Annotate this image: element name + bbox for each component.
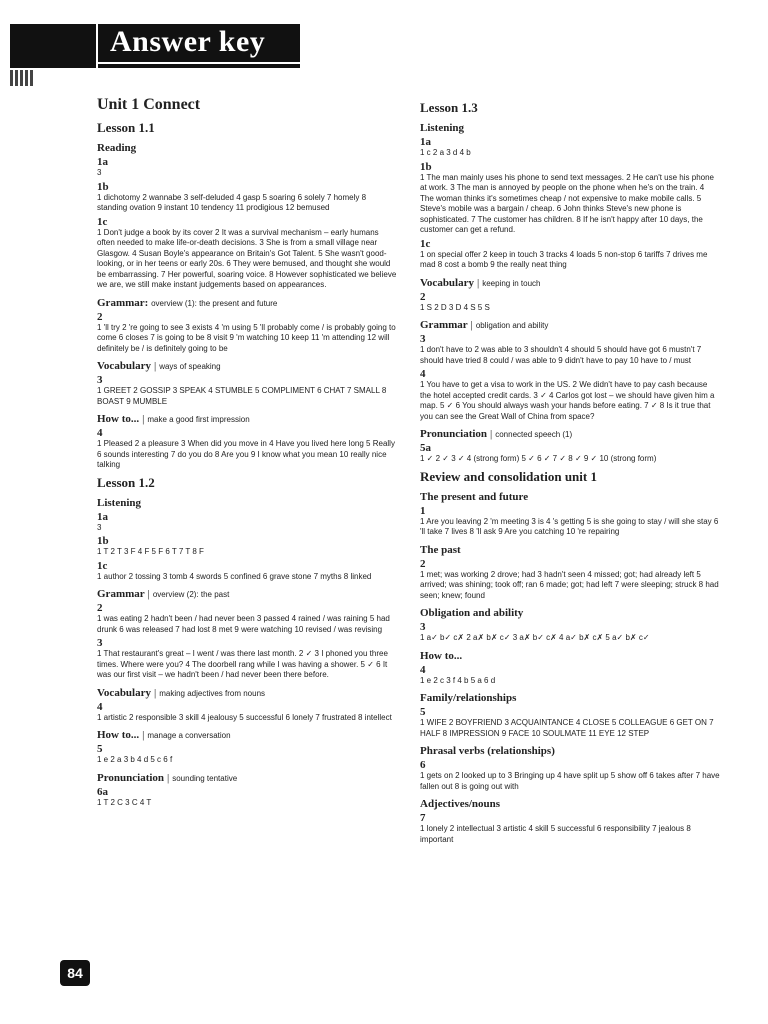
exercise-answers: 1 Don't judge a book by its cover 2 It was a survival mechanism – early humans often needed to make life-or-death decisions. 3 She is from a small village near Glasgow. 4 Susan Boyle's appearance on Britain's Got Talent. 5 She wasn't good-looking, or in her teens or early 20s. 6 They were bemused, and thought she would be embarrassing. 7 Her powerful, soaring voice. 8 However sophisticated we believe we are, we still make instant judgements based on appearances. — [97, 227, 397, 289]
section-heading: Pronunciation | connected speech (1) — [420, 428, 573, 440]
section-subtitle: keeping in touch — [482, 278, 541, 288]
exercise-answers: 3 — [97, 168, 102, 177]
section-heading: The present and future — [420, 490, 529, 503]
exercise-number: 1 — [420, 504, 426, 517]
section-title: Vocabulary — [97, 360, 151, 372]
review-heading: Review and consolidation unit 1 — [420, 468, 597, 484]
section-title: Grammar — [420, 319, 468, 331]
exercise-answers: 1 Are you leaving 2 'm meeting 3 is 4 's getting 5 is she going to stay / will she stay 6 'll take 7 lives 8 'll ask 9 Are you catching 10 're repairing — [420, 516, 719, 536]
exercise-number: 4 — [420, 663, 426, 676]
section-title: Vocabulary — [420, 276, 474, 289]
exercise-answers: 1 ✓ 2 ✓ 3 ✓ 4 (strong form) 5 ✓ 6 ✓ 7 ✓ 8 ✓ 9 ✓ 10 (strong form) — [420, 454, 657, 463]
section-heading: Adjectives/nouns — [420, 798, 501, 810]
section-subtitle: making adjectives from nouns — [159, 688, 266, 698]
exercise-number: 1c — [420, 237, 431, 250]
exercise-number: 2 — [97, 310, 103, 323]
exercise-number: 1a — [97, 510, 108, 523]
exercise-number: 2 — [97, 602, 103, 614]
section-heading: Grammar | obligation and ability — [420, 319, 549, 331]
section-title: Pronunciation — [420, 428, 488, 440]
exercise-answers: 1 S 2 D 3 D 4 S 5 S — [420, 302, 490, 312]
binding-mark — [10, 70, 44, 88]
section-heading: Vocabulary | ways of speaking — [97, 360, 221, 372]
exercise-number: 1a — [97, 156, 108, 168]
exercise-answers: 1 c 2 a 3 d 4 b — [420, 148, 471, 157]
section-heading: Pronunciation | sounding tentative — [97, 771, 238, 784]
page-number: 84 — [60, 960, 90, 986]
exercise-answers: 1 was eating 2 hadn't been / had never been 3 passed 4 rained / was raining 5 had drunk 6 was released 7 had lost 8 met 9 were watching 10 revised / was revising — [97, 614, 390, 634]
section-heading: Vocabulary | keeping in touch — [420, 276, 541, 289]
section-heading: How to... — [420, 649, 463, 662]
answer-key-banner — [10, 24, 310, 68]
exercise-number: 5a — [420, 442, 431, 454]
exercise-answers: 1 author 2 tossing 3 tomb 4 swords 5 confined 6 grave stone 7 myths 8 linked — [97, 571, 372, 581]
section-heading: Obligation and ability — [420, 607, 524, 619]
exercise-number: 5 — [97, 743, 103, 755]
section-heading: Grammar | overview (2): the past — [97, 588, 230, 600]
exercise-number: 1b — [420, 160, 432, 173]
section-heading: Listening — [97, 496, 142, 509]
exercise-answers: 1 gets on 2 looked up to 3 Bringing up 4 have split up 5 show off 6 takes after 7 have fallen out 8 is going out with — [420, 771, 720, 791]
exercise-number: 4 — [97, 427, 103, 439]
exercise-number: 1b — [97, 535, 109, 547]
exercise-answers: 1 artistic 2 responsible 3 skill 4 jealousy 5 successful 6 lonely 7 frustrated 8 intellect — [97, 712, 392, 722]
exercise-number: 3 — [420, 621, 426, 633]
exercise-number: 1c — [97, 559, 108, 572]
section-heading: How to... | manage a conversation — [97, 729, 231, 741]
exercise-number: 3 — [97, 374, 103, 386]
exercise-answers: 1 met; was working 2 drove; had 3 hadn't seen 4 missed; got; had already left 5 arrived; was shining; took off; ran 6 made; got; had left 7 were sleeping; struck 8 had seen; knew; found — [420, 569, 719, 600]
page-heading: Answer key — [110, 25, 266, 58]
lesson-heading: Lesson 1.3 — [420, 100, 478, 115]
exercise-answers: 1 lonely 2 intellectual 3 artistic 4 skill 5 successful 6 responsibility 7 jealous 8 important — [420, 824, 691, 844]
exercise-number: 4 — [97, 700, 103, 713]
exercise-answers: 1 GREET 2 GOSSIP 3 SPEAK 4 STUMBLE 5 COMPLIMENT 6 CHAT 7 SMALL 8 BOAST 9 MUMBLE — [97, 386, 387, 406]
section-title: How to... — [97, 413, 140, 425]
section-subtitle: overview (2): the past — [152, 590, 230, 599]
exercise-number: 6a — [97, 785, 108, 798]
exercise-number: 4 — [420, 368, 426, 380]
exercise-answers: 1 T 2 T 3 F 4 F 5 F 6 T 7 T 8 F — [97, 547, 204, 556]
section-heading: The past — [420, 543, 461, 556]
section-heading: How to... | make a good first impression — [97, 413, 250, 425]
exercise-number: 1c — [97, 215, 108, 228]
exercise-answers: 1 WIFE 2 BOYFRIEND 3 ACQUAINTANCE 4 CLOSE 5 COLLEAGUE 6 GET ON 7 HALF 8 IMPRESSION 9 FACE 10 SOULMATE 11 EYE 12 STEP — [420, 718, 714, 738]
section-heading: Vocabulary | making adjectives from nouns — [97, 686, 266, 699]
section-title: Pronunciation — [97, 771, 165, 784]
exercise-number: 6 — [420, 759, 426, 771]
exercise-answers: 1 dichotomy 2 wannabe 3 self-deluded 4 gasp 5 soaring 6 solely 7 homely 8 standing ovation 9 instant 10 tendency 11 prodigious 12 bemused — [97, 192, 367, 212]
section-heading: Reading — [97, 142, 137, 154]
exercise-answers: 1 e 2 c 3 f 4 b 5 a 6 d — [420, 675, 496, 685]
section-title: Vocabulary — [97, 686, 151, 699]
exercise-number: 1b — [97, 180, 109, 193]
section-subtitle: connected speech (1) — [495, 430, 573, 439]
section-subtitle: obligation and ability — [475, 321, 549, 330]
exercise-answers: 1 don't have to 2 was able to 3 shouldn't 4 should 5 should have got 6 mustn't 7 should have tried 8 could / was able to 9 didn't have to pay 10 have to / must — [420, 345, 702, 365]
right-column — [420, 96, 720, 847]
exercise-number: 3 — [97, 637, 103, 649]
section-title: Grammar: — [97, 296, 149, 309]
section-subtitle: manage a conversation — [147, 731, 231, 740]
exercise-answers: 1 T 2 C 3 C 4 T — [97, 797, 152, 807]
section-heading — [97, 297, 397, 309]
exercise-answers: 3 — [97, 522, 102, 532]
section-title: Grammar — [97, 588, 145, 600]
exercise-answers: 1 That restaurant's great – I went / was there last month. 2 ✓ 3 I phoned you three times. Where were you? 4 The doorbell rang while I was having a shower. 5 ✓ 6 It was our first visit – we hadn't been / had never been there before. — [97, 649, 388, 679]
exercise-number: 5 — [420, 706, 426, 718]
exercise-answers: 1 'll try 2 're going to see 3 exists 4 'm using 5 'll probably come / is probably going to come 6 closes 7 is going to be 8 visit 9 'm watching 10 keep 11 'm attending 12 will definitely be / is definitely going to be — [97, 322, 396, 353]
exercise-number: 1a — [420, 136, 431, 148]
exercise-number: 7 — [420, 812, 426, 824]
section-subtitle: make a good first impression — [147, 415, 250, 424]
exercise-number: 3 — [420, 333, 426, 345]
section-title: How to... — [97, 729, 140, 741]
exercise-answers: 1 The man mainly uses his phone to send text messages. 2 He can't use his phone at work. 3 The man is annoyed by people on the phone when he's on the train. 4 The woman thinks it's sometimes cheap / not expensive to make mobile calls. 5 Steve's mobile was a bargain / cheap. 6 John thinks Steve's new phone is sophisticated. 7 The customer has children. 8 If he isn't happy after 10 days, the customer can get a refund. — [420, 172, 714, 234]
left-column — [97, 96, 397, 810]
exercise-answers: 1 a✓ b✓ c✗ 2 a✗ b✗ c✓ 3 a✗ b✓ c✗ 4 a✓ b✗ c✗ 5 a✓ b✗ c✓ — [420, 633, 650, 642]
banner-underline — [96, 62, 306, 64]
unit-title: Unit 1 Connect — [97, 96, 201, 113]
exercise-answers: 1 e 2 a 3 b 4 d 5 c 6 f — [97, 755, 173, 764]
lesson-heading: Lesson 1.1 — [97, 120, 155, 135]
section-heading: Listening — [420, 122, 465, 134]
exercise-number: 2 — [420, 290, 426, 303]
exercise-answers: 1 on special offer 2 keep in touch 3 tracks 4 loads 5 non-stop 6 tariffs 7 drives me mad 8 cost a bomb 9 the really neat thing — [420, 249, 708, 269]
section-subtitle: sounding tentative — [172, 773, 238, 783]
section-subtitle: ways of speaking — [159, 362, 221, 371]
exercise-answers: 1 Pleased 2 a pleasure 3 When did you move in 4 Have you lived here long 5 Really 6 sounds interesting 7 do you do 8 Are you 9 I know what you mean 10 really nice talking — [97, 439, 395, 469]
section-heading: Phrasal verbs (relationships) — [420, 745, 555, 757]
section-heading: Family/relationships — [420, 692, 517, 704]
exercise-number: 2 — [420, 557, 426, 570]
lesson-heading: Lesson 1.2 — [97, 474, 155, 490]
exercise-answers: 1 You have to get a visa to work in the US. 2 We didn't have to pay cash because the hotel accepted credit cards. 3 ✓ 4 Carlos got lost – we should have given him a map. 5 ✓ 6 You should always wash your hands before eating. 7 ✓ 8 Is it true that you can see the Great Wall of China from space? — [420, 380, 715, 421]
section-subtitle: overview (1): the present and future — [151, 298, 278, 308]
